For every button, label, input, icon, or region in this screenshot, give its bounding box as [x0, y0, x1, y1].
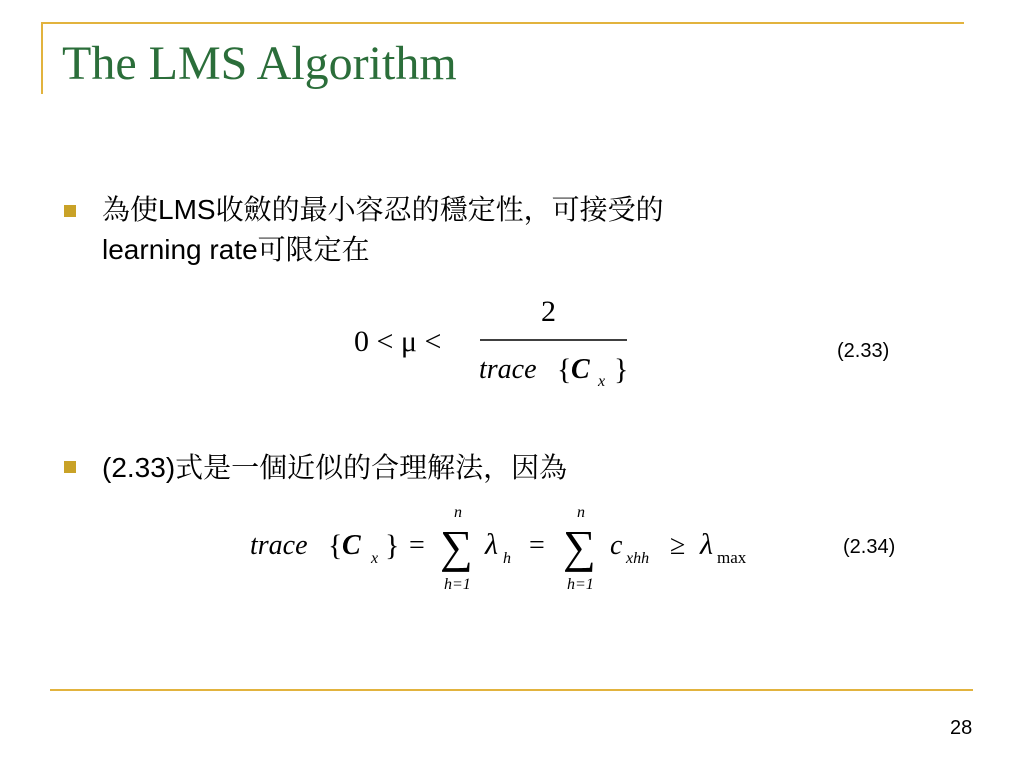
- page-number: 28: [950, 717, 973, 739]
- eq234-sum2-bottom: h=1: [567, 576, 594, 593]
- eq233-brace-close: }: [614, 353, 629, 386]
- eq234-sub-x: x: [371, 550, 379, 567]
- eq234-trace: trace: [250, 530, 308, 561]
- eq234-C: C: [342, 530, 361, 561]
- eq233-lhs: 0 < μ <: [354, 325, 442, 358]
- equation-label-2-34: (2.34): [843, 536, 896, 558]
- eq234-brace-close: }: [385, 529, 400, 562]
- eq234-geq: ≥: [670, 530, 686, 561]
- eq234-lambda-2: λ: [700, 528, 713, 561]
- eq233-C: C: [571, 354, 590, 385]
- eq234-c: c: [610, 530, 623, 561]
- eq233-brace-open: {: [557, 353, 572, 386]
- bullet-1-line-1: 為使LMS收斂的最小容忍的穩定性，可接受的: [102, 194, 664, 225]
- bullet-text-2: [102, 448, 902, 488]
- bullet-text-1: [102, 190, 902, 270]
- frame-top-rule: [41, 22, 964, 24]
- eq233-numerator: 2: [541, 295, 556, 328]
- bullet-2-line-1: (2.33)式是一個近似的合理解法，因為: [102, 452, 568, 483]
- eq234-sum1-top: n: [454, 504, 462, 521]
- eq233-sub-x: x: [598, 373, 606, 390]
- bullet-1-line-2: learning rate可限定在: [102, 234, 370, 265]
- frame-bottom-rule: [50, 689, 973, 691]
- eq234-lambda: λ: [485, 528, 498, 561]
- eq234-lambda-2-sub: max: [717, 548, 747, 567]
- eq234-sum1-bottom: h=1: [444, 576, 471, 593]
- equation-label-2-33: (2.33): [837, 340, 890, 362]
- bullet-square-icon: [64, 461, 76, 473]
- eq234-sum1-sign: ∑: [440, 521, 473, 572]
- slide-title: The LMS Algorithm: [62, 37, 457, 90]
- bullet-square-icon: [64, 205, 76, 217]
- eq234-lambda-sub: h: [503, 550, 511, 567]
- eq234-brace-open: {: [328, 529, 343, 562]
- eq234-c-sub: xhh: [626, 550, 650, 567]
- eq234-equals-2: =: [529, 530, 545, 561]
- frame-left-rule: [41, 22, 43, 94]
- eq234-sum2-top: n: [577, 504, 585, 521]
- eq234-sum2-sign: ∑: [563, 521, 596, 572]
- eq234-equals-1: =: [409, 530, 425, 561]
- equation-2-33: [340, 290, 660, 400]
- equation-2-34: [245, 498, 785, 598]
- eq233-trace: trace: [479, 354, 537, 385]
